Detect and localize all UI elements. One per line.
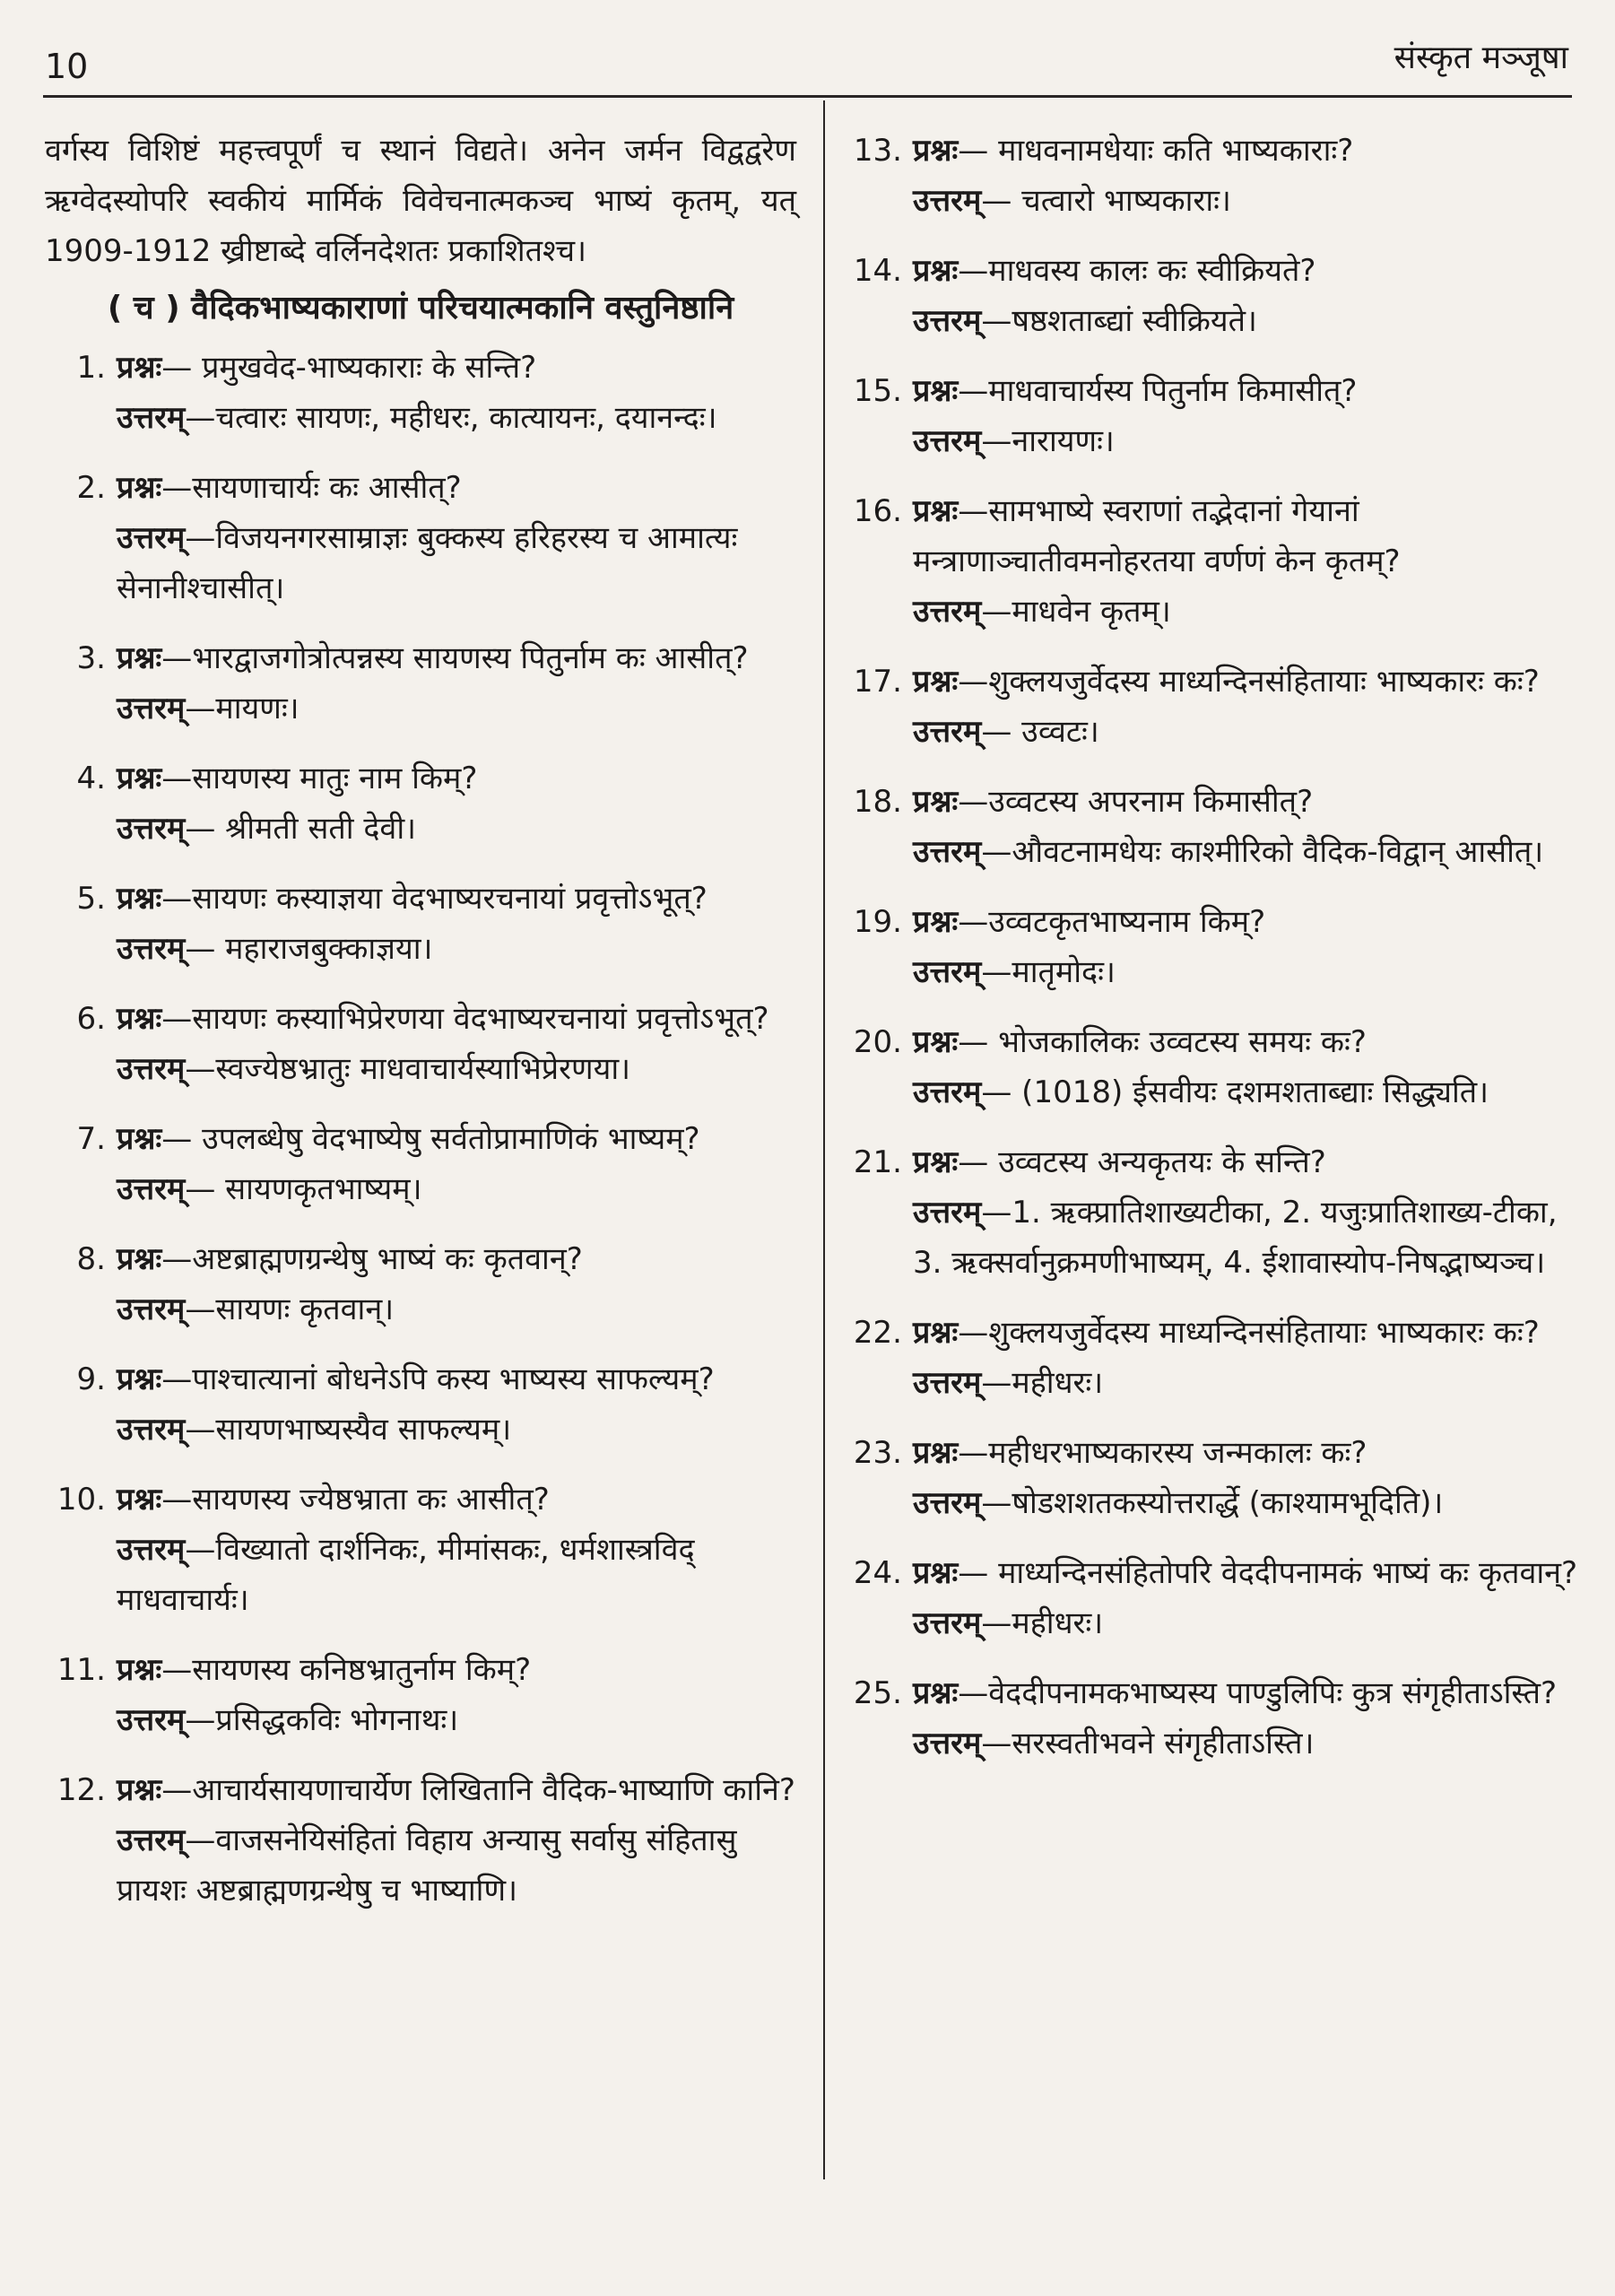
answer-line — [45, 1695, 796, 1745]
question-number: 1. — [76, 350, 106, 386]
question-text — [117, 343, 796, 393]
question-line — [45, 1765, 796, 1815]
question-line — [841, 1548, 1578, 1598]
question-body: —वेददीपनामकभाष्यस्य पाण्डुलिपिः कुत्र संगृहीताऽस्ति? — [958, 1675, 1558, 1711]
answer-line — [45, 804, 796, 854]
answer-body: — महाराजबुक्काज्ञया। — [185, 931, 433, 967]
answer-label: उत्तरम् — [913, 1605, 982, 1641]
answer-text — [913, 587, 1578, 637]
answer-line — [45, 1164, 796, 1214]
answer-text — [913, 1718, 1578, 1769]
answer-body: —सरस्वतीभवने संगृहीताऽस्ति। — [981, 1726, 1315, 1761]
question-text — [117, 633, 796, 683]
question-text — [913, 1017, 1578, 1067]
answer-label: उत्तरम् — [117, 400, 186, 436]
question-number: 19. — [853, 904, 902, 940]
qa-item — [841, 1668, 1578, 1769]
answer-line — [45, 1284, 796, 1335]
qa-item — [45, 343, 796, 443]
qa-item — [45, 753, 796, 854]
answer-line — [841, 1067, 1578, 1118]
question-text — [913, 1548, 1578, 1598]
question-line — [45, 1234, 796, 1284]
question-body: —भारद्वाजगोत्रोत्पन्नस्य सायणस्य पितुर्नाम कः आसीत्? — [161, 640, 749, 676]
answer-text — [117, 1405, 796, 1455]
answer-label: उत्तरम् — [913, 183, 982, 219]
answer-body: —औवटनामधेयः काश्मीरिको वैदिक-विद्वान् आसीत्। — [981, 834, 1544, 870]
question-text — [117, 874, 796, 924]
question-body: — प्रमुखवेद-भाष्यकाराः के सन्ति? — [161, 350, 537, 386]
question-text — [913, 777, 1578, 827]
answer-text — [117, 513, 796, 613]
question-text — [913, 657, 1578, 707]
answer-line — [45, 1815, 796, 1916]
question-label: प्रश्नः — [913, 784, 959, 820]
question-number: 15. — [853, 373, 902, 409]
question-number: 21. — [853, 1144, 902, 1180]
question-label: प्रश्नः — [117, 1482, 162, 1518]
question-line — [45, 874, 796, 924]
answer-text — [913, 296, 1578, 346]
question-label: प्रश्नः — [117, 1121, 162, 1157]
question-body: —माधवाचार्यस्य पितुर्नाम किमासीत्? — [958, 373, 1358, 409]
answer-body: —महीधरः। — [981, 1605, 1104, 1641]
question-line — [45, 463, 796, 513]
answer-label: उत्तरम् — [117, 1412, 186, 1448]
answer-label: उत्तरम् — [117, 1822, 186, 1858]
answer-line — [841, 1718, 1578, 1769]
answer-body: —माधवेन कृतम्। — [981, 594, 1171, 630]
question-line — [45, 633, 796, 683]
answer-line — [841, 1598, 1578, 1648]
answer-line — [841, 176, 1578, 226]
answer-line — [45, 924, 796, 974]
question-label: प्रश्नः — [117, 1652, 162, 1688]
qa-item — [841, 1137, 1578, 1288]
question-line — [841, 897, 1578, 947]
question-number: 6. — [76, 1001, 106, 1037]
qa-item — [45, 1645, 796, 1745]
qa-item — [841, 1308, 1578, 1408]
qa-item — [45, 1234, 796, 1335]
answer-text — [913, 1358, 1578, 1408]
question-line — [841, 657, 1578, 707]
answer-label: उत्तरम् — [913, 1074, 982, 1110]
answer-body: —मातृमोदः। — [981, 954, 1116, 990]
qa-item — [45, 1765, 796, 1916]
question-body: —शुक्लयजुर्वेदस्य माध्यन्दिनसंहितायाः भाष्यकारः कः? — [958, 1315, 1540, 1351]
answer-body: —महीधरः। — [981, 1365, 1104, 1401]
question-text — [117, 463, 796, 513]
question-text — [913, 246, 1578, 296]
question-body: —सायणस्य कनिष्ठभ्रातुर्नाम किम्? — [161, 1652, 532, 1688]
question-line — [841, 1137, 1578, 1187]
answer-text — [117, 393, 796, 443]
qa-item — [841, 1548, 1578, 1648]
question-number: 24. — [853, 1555, 902, 1591]
answer-body: — सायणकृतभाष्यम्। — [185, 1171, 422, 1207]
answer-label: उत्तरम् — [117, 691, 186, 726]
question-text — [913, 126, 1578, 176]
answer-text — [913, 176, 1578, 226]
question-label: प्रश्नः — [117, 1001, 162, 1037]
answer-body: —षष्ठशताब्द्यां स्वीक्रियते। — [981, 303, 1257, 339]
answer-text — [117, 1164, 796, 1214]
qa-item — [841, 126, 1578, 226]
question-body: —सायणाचार्यः कः आसीत्? — [161, 470, 462, 506]
question-label: प्रश्नः — [913, 373, 959, 409]
question-text — [913, 1428, 1578, 1478]
answer-line — [841, 1478, 1578, 1528]
question-text — [117, 1474, 796, 1525]
answer-label: उत्तरम् — [913, 954, 982, 990]
question-number: 20. — [853, 1024, 902, 1060]
question-line — [841, 777, 1578, 827]
question-body: —आचार्यसायणाचार्येण लिखितानि वैदिक-भाष्याणि कानि? — [161, 1772, 795, 1808]
question-line — [45, 753, 796, 804]
answer-label: उत्तरम् — [913, 594, 982, 630]
question-line — [45, 1474, 796, 1525]
question-number: 17. — [853, 664, 902, 700]
question-label: प्रश्नः — [913, 904, 959, 940]
answer-label: उत्तरम् — [913, 1726, 982, 1761]
answer-body: —1. ऋक्प्रातिशाख्यटीका, 2. यजुःप्रातिशाख्य-टीका, 3. ऋक्सर्वानुक्रमणीभाष्यम्, 4. ईशावास्योप-निषद्भाष्यञ्च। — [913, 1195, 1558, 1281]
answer-line — [45, 513, 796, 613]
answer-text — [913, 947, 1578, 997]
question-label: प्रश्नः — [117, 1241, 162, 1277]
qa-item — [841, 657, 1578, 757]
qa-item — [841, 1017, 1578, 1118]
question-body: —शुक्लयजुर्वेदस्य माध्यन्दिनसंहितायाः भाष्यकारः कः? — [958, 664, 1540, 700]
answer-text — [913, 1478, 1578, 1528]
question-body: —सायणः कस्याज्ञया वेदभाष्यरचनायां प्रवृत्तोऽभूत्? — [161, 881, 708, 917]
question-label: प्रश्नः — [913, 253, 959, 289]
answer-body: —सायणभाष्यस्यैव साफल्यम्। — [185, 1412, 512, 1448]
right-column — [841, 126, 1578, 1788]
qa-item — [841, 246, 1578, 346]
answer-label: उत्तरम् — [913, 1365, 982, 1401]
answer-body: —चत्वारः सायणः, महीधरः, कात्यायनः, दयानन्दः। — [185, 400, 717, 436]
question-label: प्रश्नः — [913, 1675, 959, 1711]
question-text — [913, 366, 1578, 416]
question-number: 10. — [56, 1482, 106, 1518]
question-number: 23. — [853, 1435, 902, 1471]
question-body: — भोजकालिकः उव्वटस्य समयः कः? — [958, 1024, 1367, 1060]
answer-body: —नारायणः। — [981, 423, 1115, 459]
question-number: 25. — [853, 1675, 902, 1711]
answer-body: — उव्वटः। — [981, 714, 1099, 750]
answer-label: उत्तरम् — [117, 811, 186, 847]
question-line — [45, 1354, 796, 1405]
answer-text — [117, 1044, 796, 1094]
answer-line — [841, 587, 1578, 637]
left-column — [45, 126, 796, 1935]
answer-body: —स्वज्येष्ठभ्रातुः माधवाचार्यस्याभिप्रेरणया। — [185, 1051, 631, 1087]
answer-text — [913, 827, 1578, 877]
answer-label: उत्तरम् — [913, 714, 982, 750]
question-label: प्रश्नः — [117, 640, 162, 676]
answer-line — [841, 947, 1578, 997]
question-line — [841, 366, 1578, 416]
question-line — [841, 1668, 1578, 1718]
answer-label: उत्तरम् — [913, 1195, 982, 1231]
answer-text — [913, 707, 1578, 757]
question-text — [117, 994, 796, 1044]
qa-item — [45, 463, 796, 613]
question-number: 9. — [76, 1361, 106, 1397]
question-label: प्रश्नः — [117, 350, 162, 386]
answer-label: उत्तरम् — [117, 1292, 186, 1327]
question-label: प्रश्नः — [913, 1024, 959, 1060]
answer-label: उत्तरम् — [913, 303, 982, 339]
question-line — [45, 1645, 796, 1695]
section-heading: ( च ) वैदिकभाष्यकाराणां परिचयात्मकानि वस्तुनिष्ठानि — [107, 290, 734, 326]
header-rule — [43, 95, 1572, 98]
answer-text — [913, 1067, 1578, 1118]
answer-body: —विख्यातो दार्शनिकः, मीमांसकः, धर्मशास्त्रविद् माधवाचार्यः। — [117, 1532, 695, 1618]
answer-label: उत्तरम् — [117, 1051, 186, 1087]
question-label: प्रश्नः — [117, 881, 162, 917]
answer-body: —विजयनगरसाम्राज्ञः बुक्कस्य हरिहरस्य च आमात्यः सेनानीश्चासीत्। — [117, 520, 738, 606]
answer-body: — चत्वारो भाष्यकाराः। — [981, 183, 1231, 219]
question-label: प्रश्नः — [117, 1772, 162, 1808]
qa-item — [841, 486, 1578, 637]
question-body: — माध्यन्दिनसंहितोपरि वेददीपनामकं भाष्यं कः कृतवान्? — [958, 1555, 1578, 1591]
question-label: प्रश्नः — [913, 1555, 959, 1591]
answer-body: —प्रसिद्धकविः भोगनाथः। — [185, 1702, 459, 1738]
question-text — [913, 1668, 1578, 1718]
answer-line — [45, 1044, 796, 1094]
intro-paragraph: वर्गस्य विशिष्टं महत्त्वपूर्णं च स्थानं विद्यते। अनेन जर्मन विद्वद्वरेण ऋग्वेदस्योपरि स्वकीयं मार्मिकं विवेचनात्मकञ्च भाष्यं कृतम्, यत् 1909-1912 ख्रीष्टाब्दे वर्लिनदेशतः प्रकाशितश्च। — [45, 133, 796, 269]
answer-label: उत्तरम् — [117, 1532, 186, 1568]
qa-item — [45, 1354, 796, 1455]
question-label: प्रश्नः — [913, 1435, 959, 1471]
question-label: प्रश्नः — [117, 470, 162, 506]
answer-text — [117, 1525, 796, 1625]
answer-line — [45, 1525, 796, 1625]
question-text — [117, 753, 796, 804]
answer-label: उत्तरम् — [913, 1485, 982, 1521]
answer-line — [841, 707, 1578, 757]
question-number: 14. — [853, 253, 902, 289]
question-number: 5. — [76, 881, 106, 917]
answer-label: उत्तरम् — [913, 834, 982, 870]
question-text — [117, 1354, 796, 1405]
question-text — [913, 897, 1578, 947]
question-label: प्रश्नः — [913, 1315, 959, 1351]
answer-text — [913, 1187, 1578, 1288]
question-label: प्रश्नः — [117, 1361, 162, 1397]
question-number: 3. — [76, 640, 106, 676]
qa-item — [841, 777, 1578, 877]
question-text — [117, 1765, 796, 1815]
question-line — [45, 994, 796, 1044]
answer-line — [841, 1358, 1578, 1408]
question-body: —सामभाष्ये स्वराणां तद्भेदानां गेयानां मन्त्राणाञ्चातीवमनोहरतया वर्णणं केन कृतम्? — [913, 493, 1401, 579]
question-number: 16. — [853, 493, 902, 529]
answer-body: —सायणः कृतवान्। — [185, 1292, 395, 1327]
question-number: 18. — [853, 784, 902, 820]
question-number: 8. — [76, 1241, 106, 1277]
answer-text — [117, 804, 796, 854]
answer-text — [117, 1815, 796, 1916]
question-body: —उव्वटस्य अपरनाम किमासीत्? — [958, 784, 1314, 820]
answer-line — [841, 296, 1578, 346]
question-line — [841, 1428, 1578, 1478]
question-label: प्रश्नः — [117, 761, 162, 796]
question-text — [117, 1234, 796, 1284]
question-line — [841, 1017, 1578, 1067]
answer-body: —वाजसनेयिसंहितां विहाय अन्यासु सर्वासु संहितासु प्रायशः अष्टब्राह्मणग्रन्थेषु च भाष्याणि। — [117, 1822, 737, 1909]
question-number: 11. — [56, 1652, 106, 1688]
answer-label: उत्तरम् — [117, 520, 186, 556]
answer-line — [45, 393, 796, 443]
question-body: — माधवनामधेयाः कति भाष्यकाराः? — [958, 133, 1354, 169]
question-number: 7. — [76, 1121, 106, 1157]
question-line — [841, 486, 1578, 587]
question-text — [117, 1645, 796, 1695]
page-number: 10 — [45, 47, 89, 86]
question-body: —अष्टब्राह्मणग्रन्थेषु भाष्यं कः कृतवान्? — [161, 1241, 583, 1277]
qa-item — [45, 994, 796, 1094]
question-label: प्रश्नः — [913, 664, 959, 700]
qa-item — [841, 1428, 1578, 1528]
question-number: 13. — [853, 133, 902, 169]
question-line — [841, 246, 1578, 296]
answer-body: — श्रीमती सती देवी। — [185, 811, 417, 847]
question-text — [913, 1308, 1578, 1358]
answer-body: —षोडशशतकस्योत्तरार्द्धे (काश्यामभूदिति)। — [981, 1485, 1444, 1521]
question-body: —उव्वटकृतभाष्यनाम किम्? — [958, 904, 1266, 940]
answer-label: उत्तरम् — [117, 1702, 186, 1738]
answer-line — [45, 1405, 796, 1455]
question-label: प्रश्नः — [913, 1144, 959, 1180]
question-text — [913, 486, 1578, 587]
question-body: —माधवस्य कालः कः स्वीक्रियते? — [958, 253, 1316, 289]
question-body: — उव्वटस्य अन्यकृतयः के सन्ति? — [958, 1144, 1326, 1180]
answer-label: उत्तरम् — [117, 1171, 186, 1207]
question-line — [841, 126, 1578, 176]
answer-text — [117, 924, 796, 974]
answer-text — [913, 416, 1578, 466]
answer-line — [841, 827, 1578, 877]
question-number: 2. — [76, 470, 106, 506]
answer-label: उत्तरम् — [913, 423, 982, 459]
question-body: —पाश्चात्यानां बोधनेऽपि कस्य भाष्यस्य साफल्यम्? — [161, 1361, 715, 1397]
answer-label: उत्तरम् — [117, 931, 186, 967]
question-line — [45, 343, 796, 393]
qa-item — [45, 1114, 796, 1214]
question-body: — उपलब्धेषु वेदभाष्येषु सर्वतोप्रामाणिकं भाष्यम्? — [161, 1121, 700, 1157]
answer-line — [45, 683, 796, 734]
column-divider — [823, 100, 825, 2179]
question-body: —सायणः कस्याभिप्रेरणया वेदभाष्यरचनायां प्रवृत्तोऽभूत्? — [161, 1001, 769, 1037]
qa-item — [45, 1474, 796, 1625]
running-title: संस्कृत मञ्जूषा — [1394, 39, 1568, 76]
question-label: प्रश्नः — [913, 493, 959, 529]
question-line — [841, 1308, 1578, 1358]
question-text — [117, 1114, 796, 1164]
answer-line — [841, 1187, 1578, 1288]
qa-item — [45, 633, 796, 734]
qa-item — [841, 366, 1578, 466]
page-header — [0, 0, 1615, 99]
question-label: प्रश्नः — [913, 133, 959, 169]
answer-line — [841, 416, 1578, 466]
question-body: —सायणस्य मातुः नाम किम्? — [161, 761, 478, 796]
question-number: 4. — [76, 761, 106, 796]
answer-text — [117, 1695, 796, 1745]
answer-body: —मायणः। — [185, 691, 300, 726]
question-body: —सायणस्य ज्येष्ठभ्राता कः आसीत्? — [161, 1482, 550, 1518]
question-number: 12. — [56, 1772, 106, 1808]
qa-item — [841, 897, 1578, 997]
answer-text — [117, 683, 796, 734]
answer-text — [117, 1284, 796, 1335]
answer-body: — (1018) ईसवीयः दशमशताब्द्याः सिद्ध्यति। — [981, 1074, 1489, 1110]
qa-item — [45, 874, 796, 974]
answer-text — [913, 1598, 1578, 1648]
question-line — [45, 1114, 796, 1164]
question-number: 22. — [853, 1315, 902, 1351]
question-text — [913, 1137, 1578, 1187]
question-body: —महीधरभाष्यकारस्य जन्मकालः कः? — [958, 1435, 1368, 1471]
